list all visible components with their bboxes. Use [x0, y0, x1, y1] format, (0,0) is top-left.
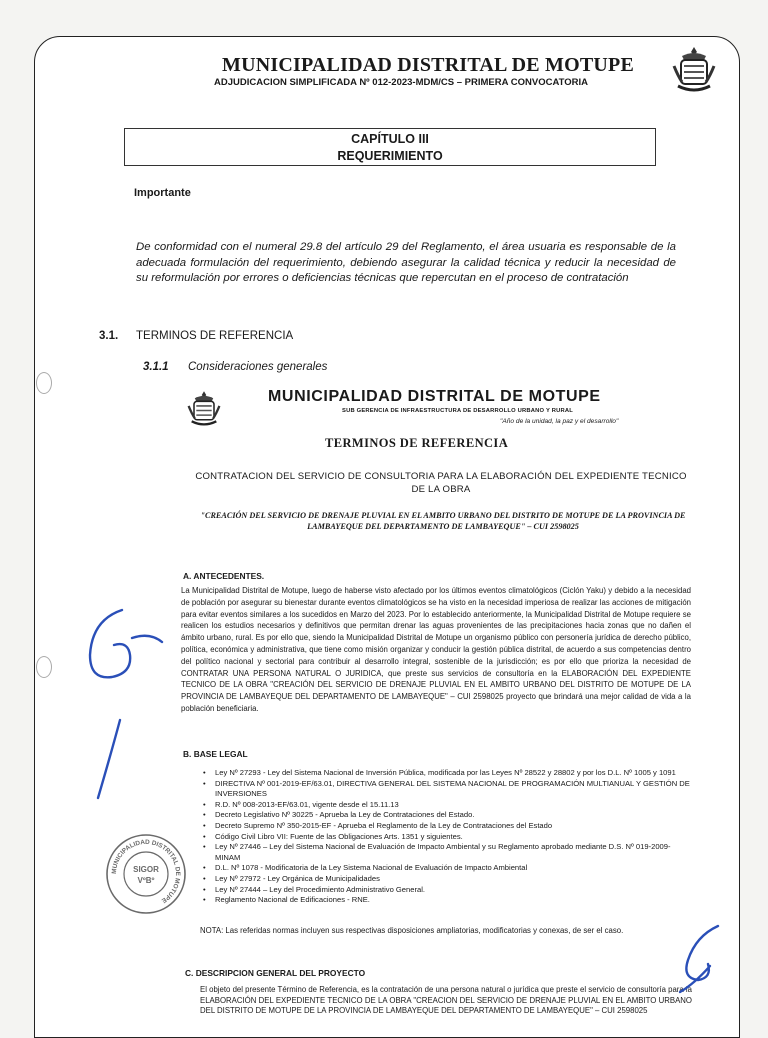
subsection-title: Consideraciones generales — [188, 361, 328, 373]
list-item: • D.L. Nº 1078 - Modificatoria de la Ley Sistema Nacional de Evaluación de Impacto Ambiental — [203, 863, 693, 874]
header-title: MUNICIPALIDAD DISTRITAL DE MOTUPE — [222, 54, 635, 76]
contracting-heading: CONTRATACION DEL SERVICIO DE CONSULTORIA PARA LA ELABORACIÓN DEL EXPEDIENTE TECNICO DE LA OBRA — [195, 471, 687, 495]
legal-basis-list — [203, 768, 693, 906]
chapter-title: REQUERIMIENTO — [337, 149, 443, 163]
list-item: • Ley Nº 27446 – Ley del Sistema Nacional de Evaluación de Impacto Ambiental y su Reglamento aprobado mediante D.S. Nº 019-2009-MINAM — [203, 842, 693, 863]
list-item: • Decreto Legislativo Nº 30225 - Aprueba la Ley de Contrataciones del Estado. — [203, 810, 693, 821]
project-name: "CREACIÓN DEL SERVICIO DE DRENAJE PLUVIAL EN EL AMBITO URBANO DEL DISTRITO DE MOTUPE DE LA PROVINCIA DE LAMBAYEQUE DEL DEPARTAMENTO DE LAMBAYEQUE" – CUI 2598025 — [200, 511, 686, 531]
header-subtitle: ADJUDICACION SIMPLIFICADA Nº 012-2023-MDM/CS – PRIMERA CONVOCATORIA — [214, 77, 589, 88]
important-label: Importante — [134, 187, 191, 199]
embedded-department-subtitle: SUB GERENCIA DE INFRAESTRUCTURA DE DESARROLLO URBANO Y RURAL — [342, 408, 574, 414]
section-a-paragraph: La Municipalidad Distrital de Motupe, luego de haberse visto afectado por los últimos eventos climatológicos (Ciclón Yaku) y debido a la necesidad de población por asegurar su bienestar durante eventos climatológicos se ha visto en la necesidad imperiosa de realizar las acciones de mitigación para evitar eventos similares a los sucedidos en Marzo del 2023. Por lo establecido anteriormente, la Municipalidad Distrital de Motupe requiere se realicen los estudios necesarios y definitivos que permitan drenar las aguas provenientes de las precipitaciones hacia zonas que no dañen el ámbito urbano, rural. Es por ello que, siendo la Municipalidad Distrital de Motupe un organismo público con personería jurídica de derecho público, política, económica y administrativa, que tiene como misión organizar y conducir la gestión pública distrital, de acuerdo a sus competencias dentro del político nacional y sectorial para contribuir al desarrollo integral, sostenible de la jurisdicción; es por ello que prioriza la necesidad de CONTRATAR UNA PERSONA NATURAL O JURIDICA, que preste sus servicios de consultoría en la ELABORACIÓN DEL EXPEDIENTE TECNICO DE LA OBRA "CREACIÓN DEL SERVICIO DE DRENAJE PLUVIAL EN EL AMBITO URBANO DEL DISTRITO DE MOTUPE DE LA PROVINCIA DE LAMBAYEQUE DEL DEPARTAMENTO DE LAMBAYEQUE" – CUI 2598025 proyecto que brindará una mejor calidad de vida a la población beneficiaria. — [181, 586, 691, 713]
list-item: • Código Civil Libro VII: Fuente de las Obligaciones Arts. 1351 y siguientes. — [203, 832, 693, 843]
chapter-number: CAPÍTULO III — [351, 132, 429, 146]
embedded-motto: "Año de la unidad, la paz y el desarrollo" — [500, 418, 619, 425]
subsection-number: 3.1.1 — [143, 361, 169, 373]
handwritten-signature — [70, 600, 170, 810]
list-item: • Ley Nº 27972 - Ley Orgánica de Municipalidades — [203, 874, 693, 885]
intro-paragraph: De conformidad con el numeral 29.8 del artículo 29 del Reglamento, el área usuaria es responsable de la adecuada formulación del requerimiento, debiendo asegurar la calidad técnica y reducir la necesidad de su reformulación por errores o deficiencias técnicas que repercutan en el proceso de contratación — [136, 241, 676, 284]
section-a-heading: A. ANTECEDENTES. — [183, 571, 265, 581]
nota-paragraph: NOTA: Las referidas normas incluyen sus respectivas disposiciones ampliatorias, modificatorias y conexas, de ser el caso. — [200, 926, 624, 935]
list-item: • Ley Nº 27444 – Ley del Procedimiento Administrativo General. — [203, 885, 693, 896]
handwritten-initials — [660, 918, 740, 998]
list-item: • Reglamento Nacional de Edificaciones - RNE. — [203, 895, 693, 906]
stamp-center-bottom: VºBº — [137, 876, 155, 885]
municipal-crest-icon — [184, 388, 224, 430]
stamp-center-top: SIGOR — [133, 865, 159, 874]
chapter-box — [124, 128, 656, 166]
punch-hole — [36, 656, 52, 678]
list-item: • R.D. Nº 008-2013-EF/63.01, vigente desde el 15.11.13 — [203, 800, 693, 811]
list-item: • Ley Nº 27293 - Ley del Sistema Nacional de Inversión Pública, modificada por las Leyes Nº 28522 y 28802 y por los D.L. Nº 1005 y 1091 — [203, 768, 693, 779]
section-c-paragraph: El objeto del presente Término de Referencia, es la contratación de una persona natural o jurídica que preste el servicio de consultoría para la ELABORACIÓN DEL EXPEDIENTE TECNICO DE LA OBRA "CREACION DEL SERVICIO DE DRENAJE PLUVIAL EN EL AMBITO URBANO DEL DISTRITO DE MOTUPE DE LA PROVINCIA DE LAMBAYEQUE DEL DEPARTAMENTO DE LAMBAYEQUE" – CUI 2598025 — [200, 985, 692, 1015]
official-stamp — [104, 832, 188, 916]
embedded-municipality-title: MUNICIPALIDAD DISTRITAL DE MOTUPE — [268, 388, 601, 405]
tdr-title: TERMINOS DE REFERENCIA — [325, 436, 509, 450]
section-c-heading: C. DESCRIPCION GENERAL DEL PROYECTO — [185, 968, 366, 978]
stamp-ring-text: MUNICIPALIDAD DISTRITAL DE MOTUPE — [110, 838, 182, 905]
list-item: • Decreto Supremo Nº 350-2015-EF - Aprueba el Reglamento de la Ley de Contrataciones del Estado — [203, 821, 693, 832]
punch-hole — [36, 372, 52, 394]
list-item: • DIRECTIVA Nº 001-2019-EF/63.01, DIRECTIVA GENERAL DEL SISTEMA NACIONAL DE PROGRAMACIÓN MULTIANUAL Y GESTIÓN DE INVERSIONES — [203, 779, 693, 800]
municipal-crest-icon — [668, 44, 720, 96]
section-b-heading: B. BASE LEGAL — [183, 749, 248, 759]
section-number: 3.1. — [99, 330, 119, 342]
section-title: TERMINOS DE REFERENCIA — [136, 330, 294, 342]
